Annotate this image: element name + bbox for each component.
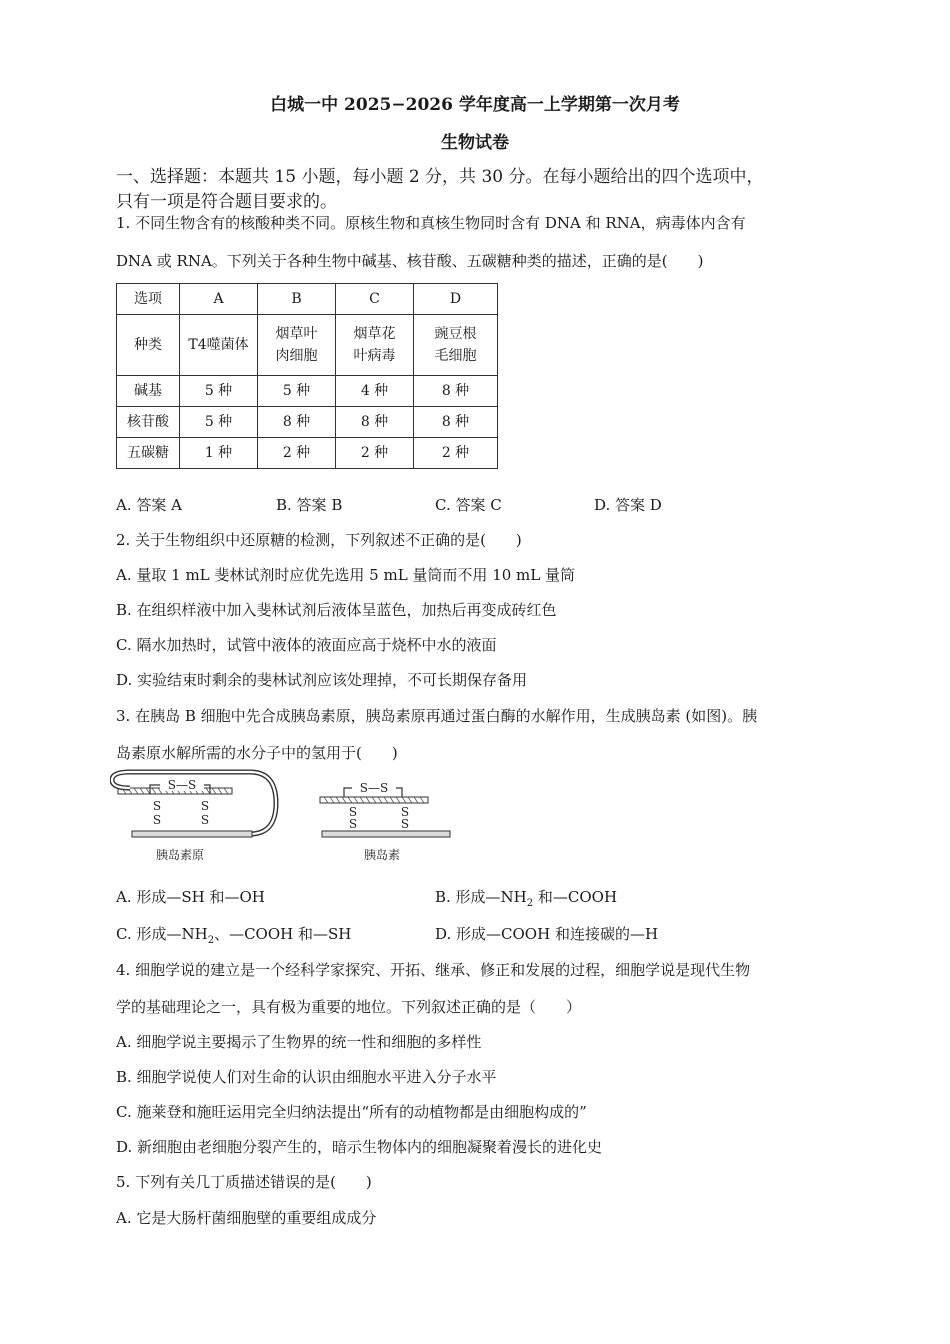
- sulfur-atom: S: [400, 805, 410, 819]
- cell-line: 叶病毒: [353, 348, 396, 364]
- q4-option-c[interactable]: C. 施莱登和施旺运用完全归纳法提出“所有的动植物都是由细胞构成的”: [116, 1103, 587, 1121]
- option-text: 和—COOH: [533, 888, 618, 906]
- table-cell: 2 种: [414, 438, 498, 469]
- subscript: 2: [207, 935, 215, 946]
- section-heading-line1: 一、选择题：本题共 15 小题，每小题 2 分，共 30 分。在每小题给出的四个选项中，: [116, 167, 764, 187]
- table-cell: [336, 315, 414, 376]
- table-row: [117, 284, 498, 315]
- table-cell: 4 种: [336, 376, 414, 407]
- q1-option-b[interactable]: B. 答案 B: [276, 496, 343, 514]
- q3-stem-line1: 3. 在胰岛 B 细胞中先合成胰岛素原，胰岛素原再通过蛋白酶的水解作用，生成胰岛素 (如图)。胰: [116, 707, 758, 725]
- q3-option-b[interactable]: [435, 886, 617, 909]
- table-cell: 1 种: [180, 438, 258, 469]
- q5-option-a[interactable]: A. 它是大肠杆菌细胞壁的重要组成成分: [116, 1209, 377, 1227]
- q2-option-d[interactable]: D. 实验结束时剩余的斐林试剂应该处理掉，不可长期保存备用: [116, 671, 528, 689]
- cell-line: 烟草叶: [275, 326, 318, 342]
- insulin-diagram: [110, 768, 460, 868]
- sulfur-atom: S: [348, 805, 358, 819]
- sulfur-atom: S: [152, 799, 162, 813]
- q1-stem-line1: 1. 不同生物含有的核酸种类不同。原核生物和真核生物同时含有 DNA 和 RNA，病毒体内含有: [116, 214, 746, 232]
- option-text: C. 形成—NH: [116, 925, 208, 943]
- table-cell: T4噬菌体: [180, 315, 258, 376]
- cell-line: 豌豆根: [434, 326, 477, 342]
- insulin-label: 胰岛素: [363, 848, 401, 862]
- q1-option-a[interactable]: A. 答案 A: [116, 496, 182, 514]
- q1-option-d[interactable]: D. 答案 D: [594, 496, 662, 514]
- q4-stem-line1: 4. 细胞学说的建立是一个经科学家探究、开拓、继承、修正和发展的过程，细胞学说是现代生物: [116, 961, 751, 979]
- table-row: [117, 376, 498, 407]
- table-cell: 5 种: [180, 407, 258, 438]
- table-cell: B: [258, 284, 336, 315]
- q4-option-b[interactable]: B. 细胞学说使人们对生命的认识由细胞水平进入分子水平: [116, 1068, 497, 1086]
- q4-stem-line2: 学的基础理论之一，具有极为重要的地位。下列叙述正确的是（ ）: [116, 998, 582, 1016]
- table-cell: 碱基: [117, 376, 180, 407]
- proinsulin-bottom-chain: [132, 831, 252, 837]
- exam-subtitle: 生物试卷: [441, 133, 509, 153]
- table-cell: [258, 315, 336, 376]
- insulin-figure: [320, 780, 450, 862]
- q2-stem: 2. 关于生物组织中还原糖的检测，下列叙述不正确的是( ): [116, 531, 522, 549]
- sulfur-atom: S: [400, 817, 410, 831]
- sulfur-atom: S: [200, 799, 210, 813]
- bond-label: S—S: [359, 781, 389, 795]
- q2-option-a[interactable]: A. 量取 1 mL 斐林试剂时应优先选用 5 mL 量筒而不用 10 mL 量筒: [116, 566, 576, 584]
- sulfur-atom: S: [348, 817, 358, 831]
- q4-option-a[interactable]: A. 细胞学说主要揭示了生物界的统一性和细胞的多样性: [116, 1033, 482, 1051]
- q1-table: [116, 283, 498, 469]
- table-cell: A: [180, 284, 258, 315]
- table-cell: 8 种: [414, 376, 498, 407]
- sulfur-atom: S: [152, 813, 162, 827]
- option-text: 、—COOH 和—SH: [214, 925, 352, 943]
- q2-option-c[interactable]: C. 隔水加热时，试管中液体的液面应高于烧杯中水的液面: [116, 636, 497, 654]
- q4-option-d[interactable]: D. 新细胞由老细胞分裂产生的，暗示生物体内的细胞凝聚着漫长的进化史: [116, 1138, 603, 1156]
- table-cell: 2 种: [336, 438, 414, 469]
- table-cell: 选项: [117, 284, 180, 315]
- table-cell: 核苷酸: [117, 407, 180, 438]
- table-cell: 5 种: [180, 376, 258, 407]
- q1-stem-line2: DNA 或 RNA。下列关于各种生物中碱基、核苷酸、五碳糖种类的描述，正确的是( ): [116, 252, 704, 270]
- proinsulin-label: 胰岛素原: [155, 848, 205, 862]
- table-cell: 8 种: [258, 407, 336, 438]
- q3-option-d[interactable]: D. 形成—COOH 和连接碳的—H: [435, 925, 659, 943]
- table-cell: 8 种: [414, 407, 498, 438]
- insulin-b-chain: [322, 831, 450, 837]
- table-cell: 8 种: [336, 407, 414, 438]
- table-cell: [414, 315, 498, 376]
- q3-option-a[interactable]: A. 形成—SH 和—OH: [116, 888, 265, 906]
- section-heading-line2: 只有一项是符合题目要求的。: [116, 192, 337, 212]
- table-cell: 种类: [117, 315, 180, 376]
- q5-stem: 5. 下列有关几丁质描述错误的是( ): [116, 1173, 372, 1191]
- q3-stem-line2: 岛素原水解所需的水分子中的氢用于( ): [116, 744, 398, 762]
- table-cell: 2 种: [258, 438, 336, 469]
- option-text: B. 形成—NH: [435, 888, 527, 906]
- table-cell: 5 种: [258, 376, 336, 407]
- table-cell: 五碳糖: [117, 438, 180, 469]
- exam-title: 白城一中 2025−2026 学年度高一上学期第一次月考: [270, 95, 680, 115]
- proinsulin-figure: [112, 772, 276, 862]
- table-cell: D: [414, 284, 498, 315]
- sulfur-atom: S: [200, 813, 210, 827]
- table-cell: C: [336, 284, 414, 315]
- q1-option-c[interactable]: C. 答案 C: [435, 496, 502, 514]
- cell-line: 烟草花: [353, 326, 396, 342]
- bond-label: S—S: [167, 778, 197, 792]
- cell-line: 肉细胞: [275, 348, 318, 364]
- table-row: [117, 315, 498, 376]
- subscript: 2: [526, 898, 534, 909]
- table-row: [117, 438, 498, 469]
- table-row: [117, 407, 498, 438]
- cell-line: 毛细胞: [434, 348, 477, 364]
- q3-option-c[interactable]: [116, 923, 351, 946]
- q2-option-b[interactable]: B. 在组织样液中加入斐林试剂后液体呈蓝色，加热后再变成砖红色: [116, 601, 557, 619]
